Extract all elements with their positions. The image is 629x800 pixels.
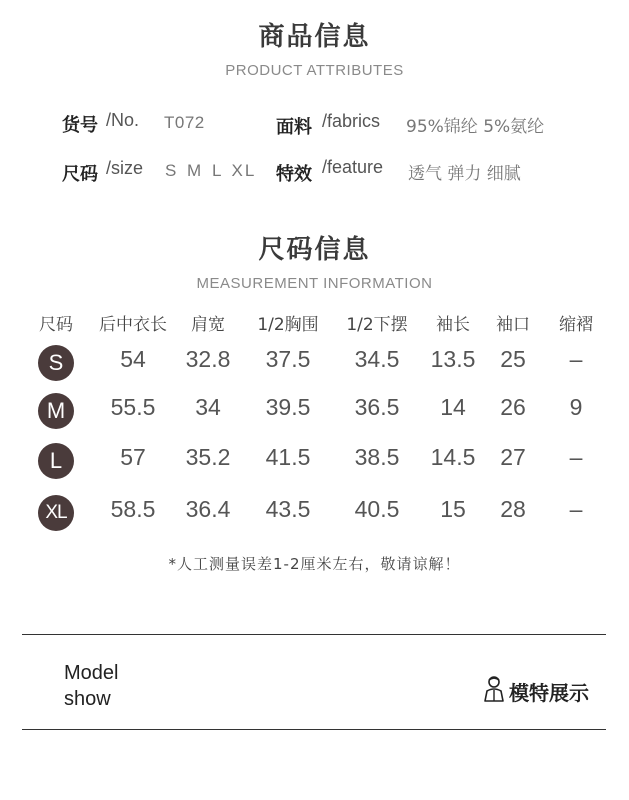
table-cell: 13.5 bbox=[430, 346, 476, 372]
size-badge: XL bbox=[38, 495, 74, 531]
measurement-note: *人工测量误差1-2厘米左右，敬请谅解！ bbox=[168, 555, 461, 573]
divider-bottom bbox=[22, 729, 606, 730]
attr-feature-key: 特效 bbox=[276, 164, 312, 185]
table-header: 袖口 bbox=[496, 315, 530, 335]
table-cell: 39.5 bbox=[265, 394, 311, 420]
table-cell: 15 bbox=[440, 496, 466, 522]
table-cell: 35.2 bbox=[185, 444, 231, 470]
table-cell: 14 bbox=[440, 394, 466, 420]
table-cell: 38.5 bbox=[354, 444, 400, 470]
product-section-subtitle: PRODUCT ATTRIBUTES bbox=[225, 62, 404, 79]
table-cell: 34.5 bbox=[354, 346, 400, 372]
table-cell: 57 bbox=[120, 444, 146, 470]
model-show-zh-label: 模特展示 bbox=[509, 681, 589, 705]
attr-feature-value: 透气 弹力 细腻 bbox=[408, 164, 521, 184]
table-cell: 37.5 bbox=[265, 346, 311, 372]
table-cell: 28 bbox=[500, 496, 526, 522]
table-cell: 54 bbox=[120, 346, 146, 372]
table-cell: 43.5 bbox=[265, 496, 311, 522]
attr-no-key: 货号 bbox=[62, 115, 98, 136]
table-header: 袖长 bbox=[436, 315, 470, 335]
attr-no-en: /No. bbox=[106, 110, 140, 130]
size-badge: S bbox=[38, 345, 74, 381]
size-badge: M bbox=[38, 393, 74, 429]
model-show-en-line2: show bbox=[64, 688, 111, 710]
table-header: 缩褶 bbox=[559, 315, 593, 335]
model-show-en-line1: Model bbox=[64, 662, 119, 684]
table-cell: 9 bbox=[569, 394, 583, 420]
table-cell: 34 bbox=[195, 394, 221, 420]
table-header: 1/2胸围 bbox=[257, 315, 319, 335]
table-cell: 55.5 bbox=[110, 394, 156, 420]
table-cell: 41.5 bbox=[265, 444, 311, 470]
table-cell: 58.5 bbox=[110, 496, 156, 522]
table-cell: – bbox=[569, 346, 583, 372]
table-cell: – bbox=[569, 496, 583, 522]
table-cell: 32.8 bbox=[185, 346, 231, 372]
attr-size-key: 尺码 bbox=[62, 164, 98, 185]
table-cell: 36.5 bbox=[354, 394, 400, 420]
table-cell: 14.5 bbox=[430, 444, 476, 470]
table-cell: 25 bbox=[500, 346, 526, 372]
measurement-section-title: 尺码信息 bbox=[258, 235, 371, 265]
product-section-title: 商品信息 bbox=[258, 22, 371, 52]
attr-no-value: T072 bbox=[164, 113, 205, 132]
attr-fabrics-value: 95%锦纶 5%氨纶 bbox=[406, 117, 545, 137]
table-header: 后中衣长 bbox=[99, 315, 167, 335]
divider-top bbox=[22, 634, 606, 635]
attr-fabrics-en: /fabrics bbox=[322, 111, 381, 131]
attr-size-value: S M L XL bbox=[165, 161, 257, 180]
table-cell: 36.4 bbox=[185, 496, 231, 522]
size-badge: L bbox=[38, 443, 74, 479]
person-icon bbox=[483, 675, 505, 703]
table-header: 肩宽 bbox=[191, 315, 225, 335]
table-header: 尺码 bbox=[39, 315, 73, 335]
table-cell: 27 bbox=[500, 444, 526, 470]
attr-fabrics-key: 面料 bbox=[276, 117, 312, 138]
table-cell: 26 bbox=[500, 394, 526, 420]
table-cell: 40.5 bbox=[354, 496, 400, 522]
table-header: 1/2下摆 bbox=[346, 315, 408, 335]
attr-size-en: /size bbox=[106, 158, 144, 178]
measurement-section-subtitle: MEASUREMENT INFORMATION bbox=[196, 275, 433, 292]
attr-feature-en: /feature bbox=[322, 157, 384, 177]
table-cell: – bbox=[569, 444, 583, 470]
